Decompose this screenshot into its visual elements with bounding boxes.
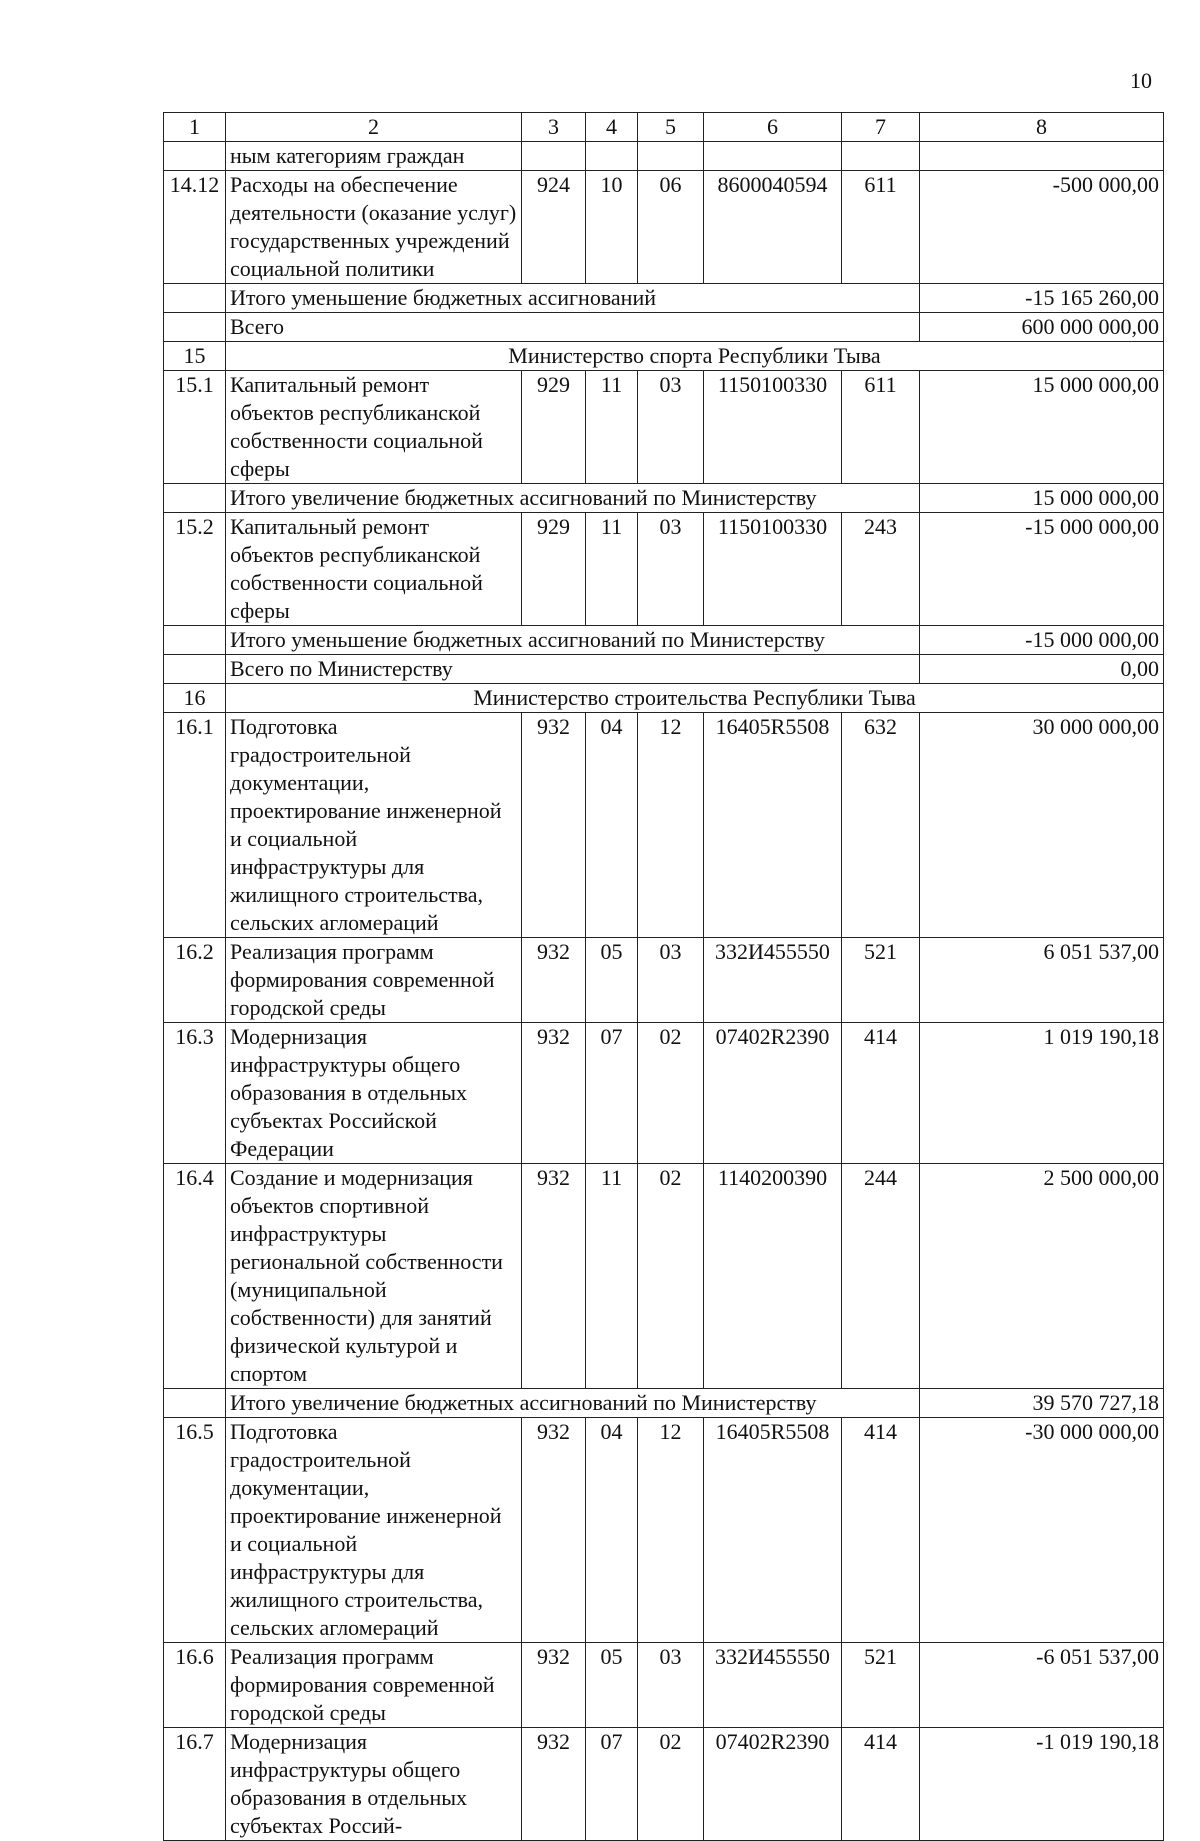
amount-cell — [920, 142, 1164, 171]
amount-cell: -500 000,00 — [920, 171, 1164, 284]
total-amount-cell: 15 000 000,00 — [920, 484, 1164, 513]
amount-cell: -1 019 190,18 — [920, 1728, 1164, 1841]
code-target-cell: 332И455550 — [704, 938, 842, 1023]
table-row — [164, 1728, 1164, 1841]
code-section-cell: 11 — [586, 1164, 638, 1389]
page-number: 10 — [1130, 68, 1152, 93]
total-label-cell: Итого уменьшение бюджетных ассигнований по Министерству — [226, 626, 920, 655]
amount-cell: 15 000 000,00 — [920, 371, 1164, 484]
amount-cell: 6 051 537,00 — [920, 938, 1164, 1023]
code-section-cell: 07 — [586, 1023, 638, 1164]
table-row — [164, 513, 1164, 626]
code-target-cell: 1150100330 — [704, 371, 842, 484]
table-row — [164, 1418, 1164, 1643]
table-row — [164, 938, 1164, 1023]
code-section-cell: 10 — [586, 171, 638, 284]
row-number-cell — [164, 655, 226, 684]
code-target-cell: 07402R2390 — [704, 1728, 842, 1841]
code-cell — [586, 142, 638, 171]
header-cell: 3 — [522, 113, 586, 142]
code-expense-type-cell: 521 — [842, 1643, 920, 1728]
ministry-row — [164, 342, 1164, 371]
amount-cell: -30 000 000,00 — [920, 1418, 1164, 1643]
header-cell: 4 — [586, 113, 638, 142]
code-section-cell: 05 — [586, 1643, 638, 1728]
code-subsection-cell: 03 — [638, 371, 704, 484]
total-label-cell: Всего — [226, 313, 920, 342]
header-cell: 1 — [164, 113, 226, 142]
code-section-cell: 05 — [586, 938, 638, 1023]
row-number-cell — [164, 313, 226, 342]
code-expense-type-cell: 414 — [842, 1418, 920, 1643]
header-cell: 8 — [920, 113, 1164, 142]
code-target-cell: 8600040594 — [704, 171, 842, 284]
code-subsection-cell: 12 — [638, 713, 704, 938]
row-number-cell: 14.12 — [164, 171, 226, 284]
code-gr-cell: 924 — [522, 171, 586, 284]
header-row — [164, 113, 1164, 142]
code-target-cell: 16405R5508 — [704, 713, 842, 938]
code-cell — [704, 142, 842, 171]
code-section-cell: 11 — [586, 513, 638, 626]
code-expense-type-cell: 244 — [842, 1164, 920, 1389]
code-cell — [842, 142, 920, 171]
total-row — [164, 284, 1164, 313]
code-subsection-cell: 03 — [638, 1643, 704, 1728]
code-target-cell: 332И455550 — [704, 1643, 842, 1728]
table-row — [164, 1023, 1164, 1164]
code-gr-cell: 932 — [522, 1728, 586, 1841]
header-cell: 5 — [638, 113, 704, 142]
code-gr-cell: 932 — [522, 1418, 586, 1643]
code-expense-type-cell: 521 — [842, 938, 920, 1023]
description-cell: Расходы на обеспечение деятельности (оказание услуг) государственных учреждений социальной политики — [226, 171, 522, 284]
row-number-cell: 16.7 — [164, 1728, 226, 1841]
code-gr-cell: 932 — [522, 713, 586, 938]
code-subsection-cell: 02 — [638, 1728, 704, 1841]
total-label-cell: Итого увеличение бюджетных ассигнований по Министерству — [226, 1389, 920, 1418]
table-row — [164, 1164, 1164, 1389]
total-row — [164, 484, 1164, 513]
header-cell: 6 — [704, 113, 842, 142]
row-number-cell: 15.2 — [164, 513, 226, 626]
description-cell: Реализация программ формирования современной городской среды — [226, 1643, 522, 1728]
row-number-cell — [164, 284, 226, 313]
total-label-cell: Итого увеличение бюджетных ассигнований по Министерству — [226, 484, 920, 513]
row-number-cell: 16.2 — [164, 938, 226, 1023]
code-subsection-cell: 02 — [638, 1023, 704, 1164]
code-expense-type-cell: 243 — [842, 513, 920, 626]
code-subsection-cell: 06 — [638, 171, 704, 284]
row-number-cell — [164, 1389, 226, 1418]
description-cell: Капитальный ремонт объектов республиканской собственности социальной сферы — [226, 513, 522, 626]
total-label-cell: Итого уменьшение бюджетных ассигнований — [226, 284, 920, 313]
code-expense-type-cell: 611 — [842, 171, 920, 284]
row-number-cell: 16.4 — [164, 1164, 226, 1389]
ministry-title-cell: Министерство спорта Республики Тыва — [226, 342, 1164, 371]
header-cell: 2 — [226, 113, 522, 142]
code-section-cell: 04 — [586, 1418, 638, 1643]
ministry-row — [164, 684, 1164, 713]
total-amount-cell: 0,00 — [920, 655, 1164, 684]
code-gr-cell: 932 — [522, 1643, 586, 1728]
code-cell — [522, 142, 586, 171]
code-subsection-cell: 03 — [638, 513, 704, 626]
description-cell: Создание и модернизация объектов спортивной инфраструктуры региональной собственности (муниципальной собственности) для занятий физической культурой и спортом — [226, 1164, 522, 1389]
table-row — [164, 713, 1164, 938]
code-expense-type-cell: 414 — [842, 1728, 920, 1841]
code-gr-cell: 932 — [522, 1164, 586, 1389]
ministry-number-cell: 16 — [164, 684, 226, 713]
description-cell: Подготовка градостроительной документации, проектирование инженерной и социальной инфраструктуры для жилищного строительства, сельских агломераций — [226, 713, 522, 938]
total-amount-cell: -15 000 000,00 — [920, 626, 1164, 655]
table-row — [164, 371, 1164, 484]
code-subsection-cell: 12 — [638, 1418, 704, 1643]
code-gr-cell: 932 — [522, 938, 586, 1023]
row-number-cell: 16.3 — [164, 1023, 226, 1164]
total-row — [164, 626, 1164, 655]
total-row — [164, 655, 1164, 684]
code-gr-cell: 929 — [522, 371, 586, 484]
amount-cell: -15 000 000,00 — [920, 513, 1164, 626]
total-row — [164, 313, 1164, 342]
ministry-number-cell: 15 — [164, 342, 226, 371]
total-amount-cell: 39 570 727,18 — [920, 1389, 1164, 1418]
code-target-cell: 07402R2390 — [704, 1023, 842, 1164]
row-number-cell: 16.1 — [164, 713, 226, 938]
total-amount-cell: -15 165 260,00 — [920, 284, 1164, 313]
row-number-cell — [164, 142, 226, 171]
row-number-cell: 16.6 — [164, 1643, 226, 1728]
description-cell: Реализация программ формирования современной городской среды — [226, 938, 522, 1023]
row-number-cell — [164, 484, 226, 513]
total-label-cell: Всего по Министерству — [226, 655, 920, 684]
code-subsection-cell: 03 — [638, 938, 704, 1023]
ministry-title-cell: Министерство строительства Республики Тыва — [226, 684, 1164, 713]
code-target-cell: 1140200390 — [704, 1164, 842, 1389]
amount-cell: 1 019 190,18 — [920, 1023, 1164, 1164]
code-target-cell: 16405R5508 — [704, 1418, 842, 1643]
code-section-cell: 04 — [586, 713, 638, 938]
table-row — [164, 1643, 1164, 1728]
description-cell: Подготовка градостроительной документации, проектирование инженерной и социальной инфраструктуры для жилищного строительства, сельских агломераций — [226, 1418, 522, 1643]
code-expense-type-cell: 414 — [842, 1023, 920, 1164]
header-cell: 7 — [842, 113, 920, 142]
code-expense-type-cell: 611 — [842, 371, 920, 484]
code-section-cell: 07 — [586, 1728, 638, 1841]
amount-cell: 30 000 000,00 — [920, 713, 1164, 938]
code-target-cell: 1150100330 — [704, 513, 842, 626]
code-cell — [638, 142, 704, 171]
description-cell: Модернизация инфраструктуры общего образования в отдельных субъектах Россий- — [226, 1728, 522, 1841]
code-expense-type-cell: 632 — [842, 713, 920, 938]
code-section-cell: 11 — [586, 371, 638, 484]
row-number-cell: 15.1 — [164, 371, 226, 484]
total-row — [164, 1389, 1164, 1418]
row-number-cell — [164, 626, 226, 655]
budget-table — [163, 112, 1164, 1841]
continuation-row — [164, 142, 1164, 171]
amount-cell: -6 051 537,00 — [920, 1643, 1164, 1728]
amount-cell: 2 500 000,00 — [920, 1164, 1164, 1389]
table-row — [164, 171, 1164, 284]
description-cell: ным категориям граждан — [226, 142, 522, 171]
row-number-cell: 16.5 — [164, 1418, 226, 1643]
code-gr-cell: 932 — [522, 1023, 586, 1164]
code-subsection-cell: 02 — [638, 1164, 704, 1389]
description-cell: Капитальный ремонт объектов республиканской собственности социальной сферы — [226, 371, 522, 484]
description-cell: Модернизация инфраструктуры общего образования в отдельных субъектах Российской Федерации — [226, 1023, 522, 1164]
code-gr-cell: 929 — [522, 513, 586, 626]
total-amount-cell: 600 000 000,00 — [920, 313, 1164, 342]
